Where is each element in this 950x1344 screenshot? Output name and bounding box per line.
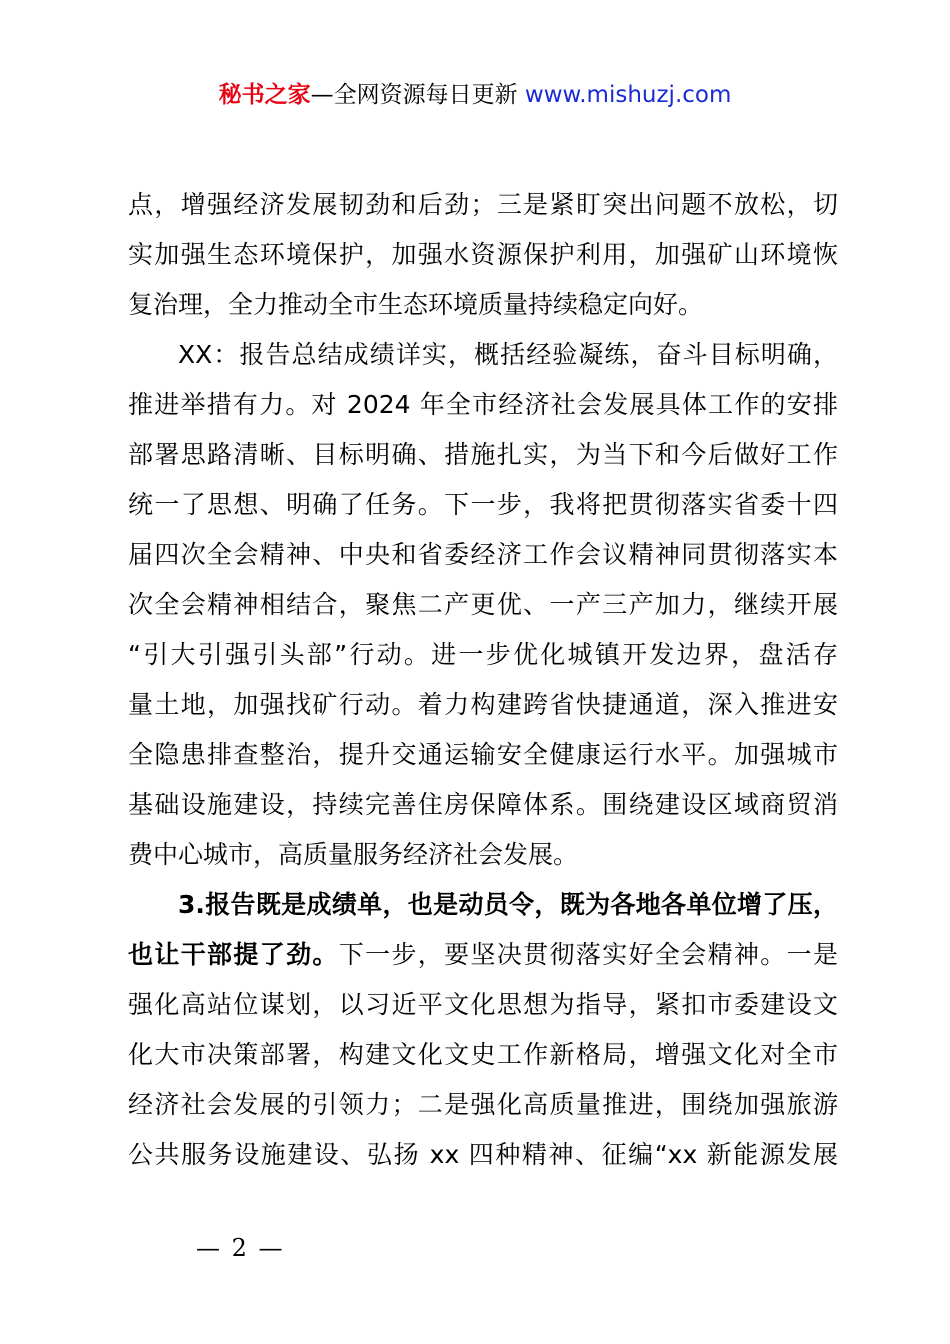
- text-line: 公共服务设施建设、弘扬 xx 四种精神、征编“xx 新能源发展: [128, 1140, 838, 1169]
- text-line: 复治理，全力推动全市生态环境质量持续稳定向好。: [128, 290, 704, 319]
- site-slogan: —全网资源每日更新: [310, 82, 518, 108]
- page-number: — 2 —: [196, 1234, 285, 1262]
- text-line: 化大市决策部署，构建文化文史工作新格局，增强文化对全市: [128, 1040, 838, 1069]
- site-brand: 秘书之家: [218, 82, 311, 108]
- text-line: 全隐患排查整治，提升交通运输安全健康运行水平。加强城市: [128, 740, 838, 769]
- text-line: 次全会精神相结合，聚焦二产更优、一产三产加力，继续开展: [128, 590, 838, 619]
- section-heading-end: 也让干部提了劲。: [128, 940, 339, 969]
- text-line: 也让干部提了劲。下一步，要坚决贯彻落实好全会精神。一是: [128, 940, 838, 969]
- paragraph-start-line: XX：报告总结成绩详实，概括经验凝练，奋斗目标明确，: [178, 340, 838, 369]
- text-line: 统一了思想、明确了任务。下一步，我将把贯彻落实省委十四: [128, 490, 838, 519]
- section-heading: 3.报告既是成绩单，也是动员令，既为各地各单位增了压，: [178, 890, 838, 919]
- text-line: 强化高站位谋划，以习近平文化思想为指导，紧扣市委建设文: [128, 990, 838, 1019]
- section-heading-line: [128, 880, 838, 930]
- site-url-link[interactable]: www.mishuzj.com: [517, 82, 732, 108]
- text-line: 届四次全会精神、中央和省委经济工作会议精神同贯彻落实本: [128, 540, 838, 569]
- text-line: 基础设施建设，持续完善住房保障体系。围绕建设区域商贸消: [128, 790, 838, 819]
- text-line: 实加强生态环境保护，加强水资源保护利用，加强矿山环境恢: [128, 240, 838, 269]
- text-line: 量土地，加强找矿行动。着力构建跨省快捷通道，深入推进安: [128, 690, 838, 719]
- text-line: 点，增强经济发展韧劲和后劲；三是紧盯突出问题不放松，切: [128, 190, 838, 219]
- text-line: 经济社会发展的引领力；二是强化高质量推进，围绕加强旅游: [128, 1090, 838, 1119]
- site-header: [0, 78, 950, 112]
- text-line: 推进举措有力。对 2024 年全市经济社会发展具体工作的安排: [128, 390, 838, 419]
- text-line: 部署思路清晰、目标明确、措施扎实，为当下和今后做好工作: [128, 440, 838, 469]
- document-body: [128, 180, 838, 1180]
- text-line: “引大引强引头部”行动。进一步优化城镇开发边界，盘活存: [128, 640, 838, 669]
- text-line: 费中心城市，高质量服务经济社会发展。: [128, 840, 579, 869]
